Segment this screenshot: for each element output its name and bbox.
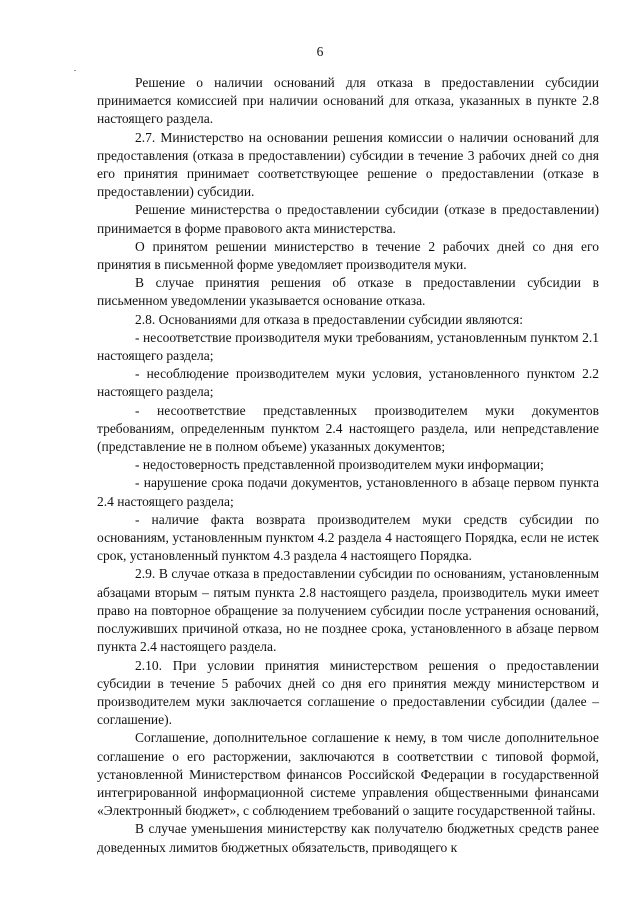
list-item: - несоответствие представленных производителем муки документов требованиям, определенным пунктом 2.4 настоящего раздела, или непредставление (представление не в полном объеме) указанных документов; bbox=[97, 402, 599, 455]
paragraph: 2.8. Основаниями для отказа в предоставлении субсидии являются: bbox=[135, 311, 523, 327]
list-item: - несоблюдение производителем муки условия, установленного пунктом 2.2 настоящего раздела; bbox=[97, 366, 599, 400]
paragraph: В случае уменьшения министерству как получателю бюджетных средств ранее доведенных лимитов бюджетных обязательств, приводящего к bbox=[97, 821, 599, 855]
paragraph: 2.10. При условии принятия министерством решения о предоставлении субсидии в течение 5 рабочих дней со дня его принятия между министерством и производителем муки заключается соглашение о предоставлении субсидии (далее – соглашение). bbox=[97, 657, 599, 728]
paragraph: 2.7. Министерство на основании решения комиссии о наличии оснований для предоставления (отказа в предоставлении) субсидии в течение 3 рабочих дней со дня его принятия принимает соответствующее решение о предоставлении (отказе в предоставлении) субсидии. bbox=[97, 129, 599, 200]
paragraph: 2.9. В случае отказа в предоставлении субсидии по основаниям, установленным абзацами вторым – пятым пункта 2.8 настоящего раздела, производитель муки имеет право на повторное обращение за получением субсидии после устранения оснований, послуживших причиной отказа, но не позднее срока, установленного в абзаце первом пункта 2.4 настоящего раздела. bbox=[97, 566, 599, 655]
scan-mark bbox=[74, 70, 76, 71]
paragraph: В случае принятия решения об отказе в предоставлении субсидии в письменном уведомлении указывается основание отказа. bbox=[97, 275, 599, 309]
list-item: - недостоверность представленной производителем муки информации; bbox=[135, 457, 544, 473]
paragraph: Решение министерства о предоставлении субсидии (отказе в предоставлении) принимается в форме правового акта министерства. bbox=[97, 202, 599, 236]
paragraph: Решение о наличии оснований для отказа в предоставлении субсидии принимается комиссией при наличии оснований для отказа, указанных в пункте 2.8 настоящего раздела. bbox=[97, 75, 599, 127]
document-body bbox=[97, 74, 599, 857]
paragraph: Соглашение, дополнительное соглашение к нему, в том числе дополнительное соглашение о его расторжении, заключаются в соответствии с типовой формой, установленной Министерством финансов Российской Федерации в государственной интегрированной информационной системе управления общественными финансами «Электронный бюджет», с соблюдением требований о защите государственной тайны. bbox=[97, 730, 599, 819]
list-item: - наличие факта возврата производителем муки средств субсидии по основаниям, установленным пунктом 4.2 раздела 4 настоящего Порядка, если не истек срок, установленный пунктом 4.3 раздела 4 настоящего Порядка. bbox=[97, 511, 599, 564]
list-item: - несоответствие производителя муки требованиям, установленным пунктом 2.1 настоящего раздела; bbox=[97, 329, 599, 364]
list-item: - нарушение срока подачи документов, установленного в абзаце первом пункта 2.4 настоящего раздела; bbox=[97, 475, 599, 509]
page-number: 6 bbox=[316, 44, 324, 59]
paragraph: О принятом решении министерство в течение 2 рабочих дней со дня его принятия в письменной форме уведомляет производителя муки. bbox=[97, 238, 599, 273]
